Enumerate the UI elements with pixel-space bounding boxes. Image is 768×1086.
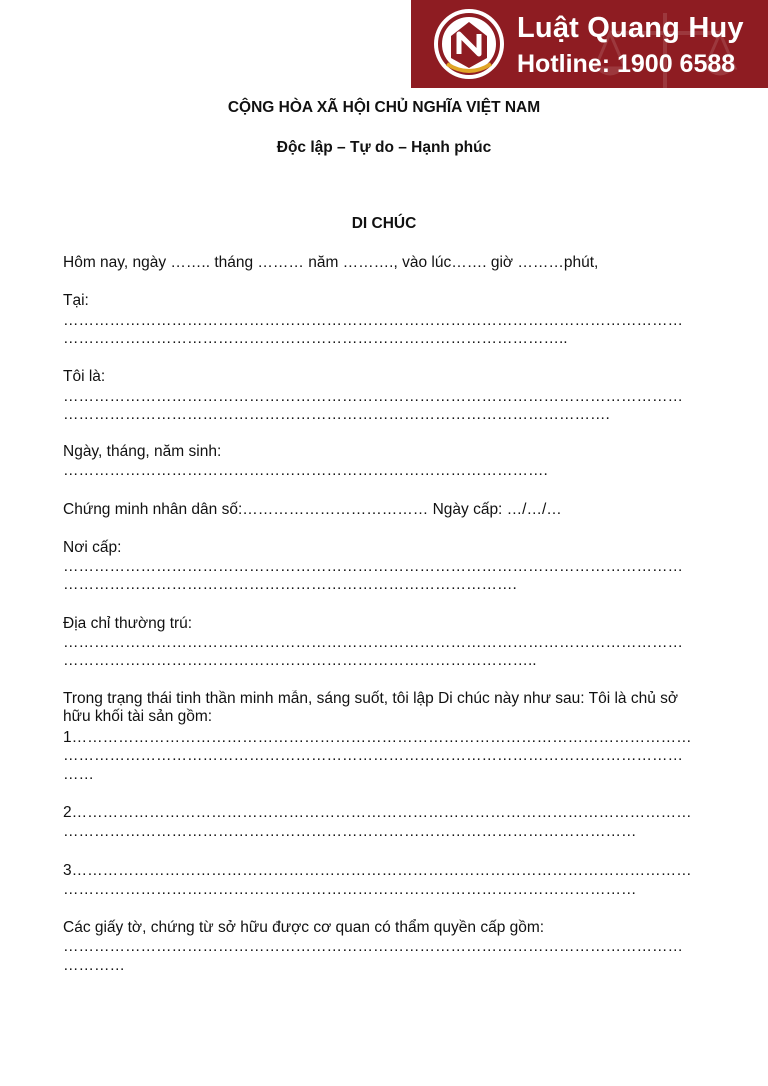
- law-firm-logo-icon: [433, 8, 505, 80]
- asset-item-2-line: …………………………………………………………………………………………………: [63, 823, 637, 840]
- motto-heading: Độc lập – Tự do – Hạnh phúc: [276, 139, 492, 156]
- hotline-text: Hotline: 1900 6588: [517, 50, 736, 78]
- asset-item-2-line: 2…………………………………………………………………………………………………………: [63, 804, 692, 821]
- ownership-documents-fill-line: …………: [63, 957, 125, 974]
- id-number-line: Chứng minh nhân dân số:……………………………… Ngày cấp: …/…/…: [63, 501, 562, 518]
- state-of-mind-paragraph: Trong trạng thái tinh thần minh mẫn, sáng suốt, tôi lập Di chúc này như sau: Tôi là chủ sở hữu khối tài sản gồm:: [63, 690, 679, 725]
- asset-item-1-line: ……: [63, 766, 94, 783]
- name-label: Tôi là:: [63, 368, 106, 385]
- ownership-documents-fill-line: …………………………………………………………………………………………………………: [63, 938, 683, 955]
- place-label: Tại:: [63, 292, 89, 309]
- address-fill-line: ………………………………………………………………………………..: [63, 652, 537, 669]
- address-fill-line: …………………………………………………………………………………………………………: [63, 634, 683, 651]
- ownership-documents-label: Các giấy tờ, chứng từ sở hữu được cơ quan có thẩm quyền cấp gồm:: [63, 919, 545, 936]
- date-line: Hôm nay, ngày …….. tháng ……… năm ………., vào lúc……. giờ ………phút,: [63, 254, 599, 271]
- asset-item-3-line: 3…………………………………………………………………………………………………………: [63, 862, 692, 879]
- dob-label: Ngày, tháng, năm sinh:: [63, 443, 222, 460]
- document-title: DI CHÚC: [351, 215, 417, 232]
- issue-place-label: Nơi cấp:: [63, 539, 122, 556]
- brand-banner: [411, 0, 768, 88]
- name-fill-line: …………………………………………………………………………………………….: [63, 406, 610, 423]
- nation-heading: CỘNG HÒA XÃ HỘI CHỦ NGHĨA VIỆT NAM: [227, 99, 541, 116]
- issue-place-fill-line: …………………………………………………………………………….: [63, 576, 517, 593]
- brand-name: Luật Quang Huy: [517, 12, 744, 44]
- asset-item-3-line: …………………………………………………………………………………………………: [63, 881, 637, 898]
- name-fill-line: …………………………………………………………………………………………………………: [63, 388, 683, 405]
- asset-item-1-line: …………………………………………………………………………………………………………: [63, 747, 683, 764]
- dob-fill-line: ………………………………………………………………………………….: [63, 462, 548, 479]
- place-fill-line: …………………………………………………………………………………………………………: [63, 312, 683, 329]
- place-fill-line: ……………………………………………………………………………………..: [63, 330, 568, 347]
- asset-item-1-line: 1…………………………………………………………………………………………………………: [63, 729, 692, 746]
- address-label: Địa chỉ thường trú:: [63, 615, 193, 632]
- issue-place-fill-line: …………………………………………………………………………………………………………: [63, 558, 683, 575]
